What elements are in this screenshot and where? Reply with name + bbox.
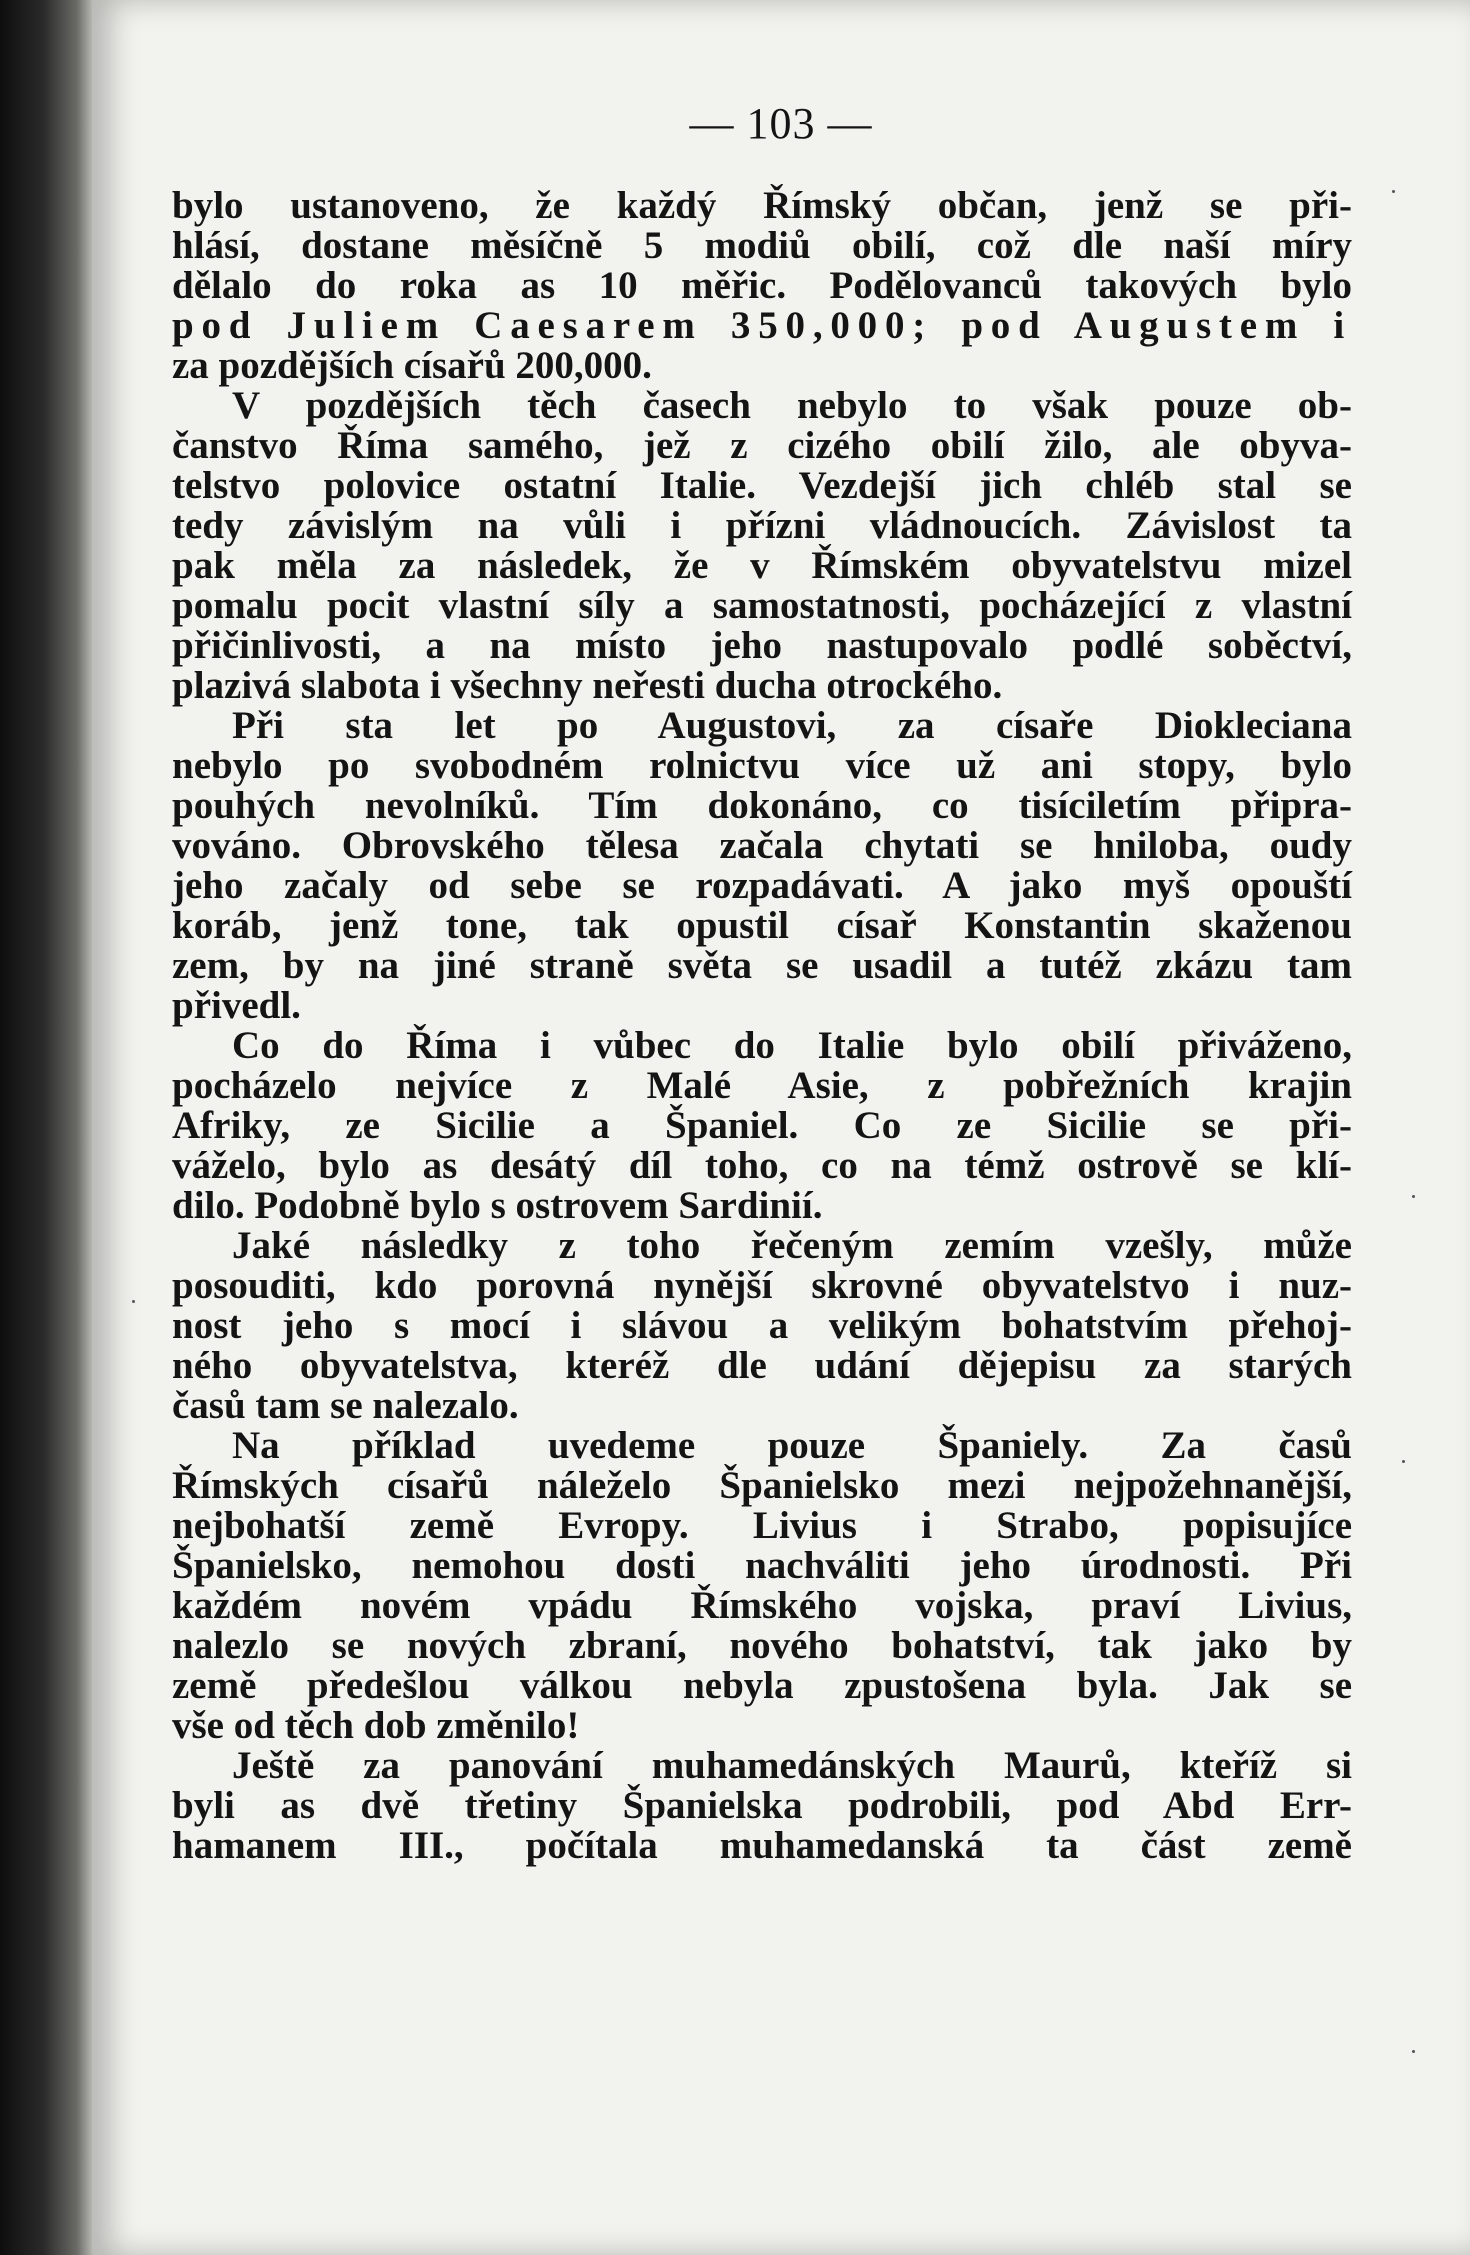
- scan-binding-edge: [0, 0, 96, 2255]
- text-line: Co do Říma i vůbec do Italie bylo obilí přiváženo,: [232, 1024, 1352, 1067]
- text-line: nalezlo se nových zbraní, nového bohatství, tak jako by: [172, 1624, 1352, 1667]
- print-speck: [1402, 1460, 1405, 1463]
- text-line: hamanem III., počítala muhamedanská ta část země: [172, 1824, 1352, 1867]
- text-line: koráb, jenž tone, tak opustil císař Konstantin skaženou: [172, 904, 1352, 947]
- text-line: přivedl.: [172, 984, 301, 1027]
- print-speck: [1412, 2050, 1415, 2053]
- text-line: ného obyvatelstva, kteréž dle udání dějepisu za starých: [172, 1344, 1352, 1387]
- text-line: pocházelo nejvíce z Malé Asie, z pobřežních krajin: [172, 1064, 1352, 1107]
- book-page: [92, 0, 1470, 2255]
- text-line: plazivá slabota i všechny neřesti ducha otrockého.: [172, 664, 1003, 707]
- text-line: dilo. Podobně bylo s ostrovem Sardinií.: [172, 1184, 823, 1227]
- text-line: přičinlivosti, a na místo jeho nastupovalo podlé soběctví,: [172, 624, 1352, 667]
- text-line: Jaké následky z toho řečeným zemím vzešly, může: [232, 1224, 1352, 1267]
- text-line: byli as dvě třetiny Španielska podrobili, pod Abd Err-: [172, 1784, 1352, 1827]
- text-line: pod Juliem Caesarem 350,000; pod Augustem i: [172, 304, 1352, 347]
- text-line: vováno. Obrovského tělesa začala chytati se hniloba, oudy: [172, 824, 1352, 867]
- print-speck: [132, 1300, 135, 1303]
- text-line: čanstvo Říma samého, jež z cizého obilí žilo, ale obyva-: [172, 424, 1352, 467]
- text-line: vše od těch dob změnilo!: [172, 1704, 580, 1747]
- text-line: pomalu pocit vlastní síly a samostatnosti, pocházející z vlastní: [172, 584, 1352, 627]
- print-speck: [1392, 190, 1395, 193]
- text-line: země předešlou válkou nebyla zpustošena byla. Jak se: [172, 1664, 1352, 1707]
- text-line: nejbohatší země Evropy. Livius i Strabo, popisujíce: [172, 1504, 1352, 1547]
- text-line: tedy závislým na vůli i přízni vládnoucích. Závislost ta: [172, 504, 1352, 547]
- text-line: V pozdějších těch časech nebylo to však pouze ob-: [232, 384, 1352, 427]
- page-number: — 103 —: [689, 99, 873, 148]
- text-line: časů tam se nalezalo.: [172, 1384, 519, 1427]
- text-line: bylo ustanoveno, že každý Římský občan, jenž se při-: [172, 184, 1352, 227]
- text-line: nebylo po svobodném rolnictvu více už ani stopy, bylo: [172, 744, 1352, 787]
- text-line: Ještě za panování muhamedánských Maurů, kteříž si: [232, 1744, 1352, 1787]
- text-line: za pozdějších císařů 200,000.: [172, 344, 652, 387]
- text-line: pak měla za následek, že v Římském obyvatelstvu mizel: [172, 544, 1352, 587]
- text-line: Na příklad uvedeme pouze Španiely. Za časů: [232, 1424, 1352, 1467]
- text-line: telstvo polovice ostatní Italie. Vezdejší jich chléb stal se: [172, 464, 1352, 507]
- text-line: váželo, bylo as desátý díl toho, co na témž ostrově se klí-: [172, 1144, 1352, 1187]
- text-line: Při sta let po Augustovi, za císaře Diokleciana: [232, 704, 1352, 747]
- text-line: jeho začaly od sebe se rozpadávati. A jako myš opouští: [172, 864, 1352, 907]
- text-line: pouhých nevolníků. Tím dokonáno, co tisíciletím připra-: [172, 784, 1352, 827]
- text-line: dělalo do roka as 10 měřic. Podělovanců takových bylo: [172, 264, 1352, 307]
- text-line: Afriky, ze Sicilie a Španiel. Co ze Sicilie se při-: [172, 1104, 1352, 1147]
- text-line: každém novém vpádu Římského vojska, praví Livius,: [172, 1584, 1352, 1627]
- text-line: zem, by na jiné straně světa se usadil a tutéž zkázu tam: [172, 944, 1352, 987]
- text-line: nost jeho s mocí i slávou a velikým bohatstvím přehoj-: [172, 1304, 1352, 1347]
- text-line: Španielsko, nemohou dosti nachváliti jeho úrodnosti. Při: [172, 1544, 1352, 1587]
- body-text: [172, 186, 1352, 1866]
- text-line: hlásí, dostane měsíčně 5 modiů obilí, což dle naší míry: [172, 224, 1352, 267]
- print-speck: [1412, 1195, 1415, 1198]
- text-line: posouditi, kdo porovná nynější skrovné obyvatelstvo i nuz-: [172, 1264, 1352, 1307]
- text-line: Římských císařů náleželo Španielsko mezi nejpožehnanější,: [172, 1464, 1352, 1507]
